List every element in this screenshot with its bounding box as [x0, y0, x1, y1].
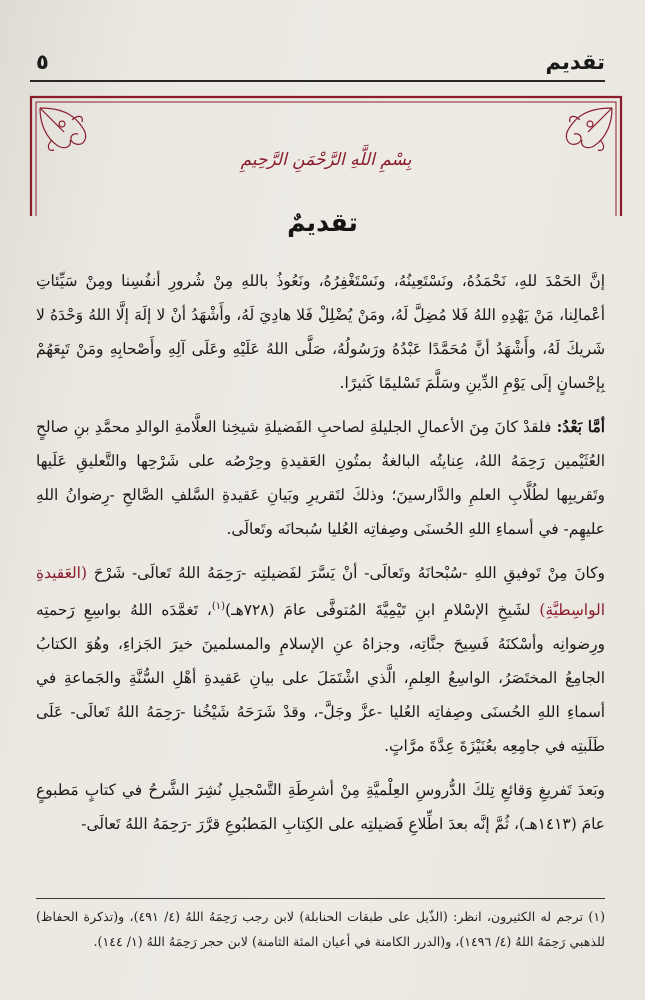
paragraph-3: [36, 556, 605, 763]
paragraph-4-text: وبَعدَ تَفريغِ وَقائعِ تِلكَ الدُّروسِ العِلْميَّةِ مِنْ أشرِطَةِ التَّسْجيلِ نُشِرَ الشَّرحُ في كتابٍ مَطبوعٍ عامَ (١٤١٣هـ)، ثُمَّ إنَّه بعدَ اطِّلاعِ فَضيلتِه على الكِتابِ المَطبُوعِ قرَّرَ -رَحِمَهُ اللهُ تَعالَى-: [36, 781, 605, 834]
paragraph-3-text-after: لشَيخِ الإسْلامِ ابنِ تَيْمِيَّةَ المُتوفَّى عامَ (٧٢٨هـ): [225, 601, 540, 620]
corner-ornament-left-icon: [40, 108, 86, 150]
footnote-separator: [36, 898, 605, 899]
paragraph-1: [36, 264, 605, 400]
book-title: (العَقيدةِ الواسِطيَّةِ): [36, 564, 606, 620]
paragraph-3-text-end: ، تَغمَّدَه اللهُ بواسِعِ رَحمتِه ورِضوانِه وأسْكنَهُ فَسِيحَ جنَّاتِه، وجزاهُ عنِ الإسلامِ والمسلمينَ خيرَ الجَزاءِ، وهُوَ الكتابُ الجامِعُ المختَصَرُ، الواسِعُ العِلمِ، الَّذي اشْتَمَلَ على بيانِ عَقيدةِ أهْلِ السُّنَّةِ والجَماعةِ في أسماءِ اللهِ الحُسنَى وصِفاتِه العُليا -عزَّ وجَلَّ-، وقدْ شَرَحَهُ شَيْخُنا -رَحِمَهُ اللهُ تَعالَى- عَلَى طَلَبتِه في جامِعِه بعُنَيْزَةَ عِدَّةَ مرَّاتٍ.: [36, 601, 605, 756]
body-text: [36, 264, 605, 851]
paragraph-1-text: إنَّ الحَمْدَ للهِ، نَحْمَدُهُ، ونَسْتَعِينُهُ، ونَسْتَغْفِرُهُ، ونَعُوذُ باللهِ مِنْ شُرورِ أنفُسِنا ومِنْ سَيِّئاتِ أعْمالِنا، مَنْ يَهْدِهِ اللهُ فَلا مُضِلَّ لَهُ، ومَنْ يُضْلِلْ فَلا هادِيَ لَهُ، وأَشْهَدُ أنْ لا إلَهَ إلَّا اللهُ وَحْدَهُ لا شَريكَ لَهُ، وأَشْهَدُ أنَّ مُحَمَّدًا عَبْدُهُ ورَسُولُهُ، صَلَّى اللهُ عَلَيْهِ وعَلَى آلِهِ وأَصْحابِهِ ومَنْ تَبِعَهُمْ بِإحْسانٍ إلَى يَوْمِ الدِّينِ وسَلَّمَ تَسْليمًا كَثيرًا.: [36, 272, 605, 392]
paragraph-4: [36, 773, 605, 841]
ornamental-frame: [28, 94, 624, 216]
basmala: بِسْمِ اللَّهِ الرَّحْمَنِ الرَّحِيمِ: [240, 150, 412, 170]
running-header: [30, 44, 605, 78]
footnote-marker[interactable]: (١): [211, 601, 226, 612]
page-number: ٥: [36, 50, 49, 74]
header-title: تقديم: [545, 50, 605, 74]
paragraph-2-text: فلقدْ كانَ مِنَ الأعمالِ الجليلةِ لصاحبِ الفَضيلةِ شيخِنا العلَّامةِ الوالدِ محمَّدِ بنِ صالحٍ العُثَيْمين رَحِمَهُ اللهُ، عِنايتُه البالغةُ بمتُونِ العَقيدةِ وحِرْصُه على شَرْحِها والتَّعليقِ عَلَيها وتَقريبِها لطُلَّابِ العلمِ والدَّارسينَ؛ وذلكَ لتَقريرِ وبَيانِ عَقيدةِ السَّلفِ الصَّالحِ -رِضوانُ اللهِ عليهِم- في أسماءِ اللهِ الحُسنَى وصِفاتِه العُليا سُبحانَه وتَعالَى.: [36, 418, 605, 538]
corner-ornament-right-icon: [566, 108, 612, 150]
footnotes: [36, 904, 605, 954]
header-rule: [30, 80, 605, 82]
paragraph-2: [36, 410, 605, 546]
page-title: تقديمٌ: [287, 208, 358, 237]
paragraph-2-lead: أمَّا بَعْدُ:: [556, 418, 605, 436]
footnote-1: (١) ترجم له الكثيرون، انظر: (الذّيل على طبقات الحنابلة) لابن رجب رَحِمَهُ اللهُ (٤/ ٤٩١)، و(تذكرة الحفاظ) للذهبي رَحِمَهُ اللهُ (٤/ ١٤٩٦)، و(الدرر الكامنة في أعيان المئة الثامنة) لابن حجر رَحِمَهُ اللهُ (١/ ١٤٤).: [36, 909, 606, 949]
paragraph-3-text-before: وكانَ مِنْ تَوفيقِ اللهِ -سُبْحانَهُ وتَعالَى- أنْ يَسَّرَ لفَضيلتِه -رَحِمَهُ اللهُ تَعالَى- شَرْحَ: [86, 564, 605, 582]
